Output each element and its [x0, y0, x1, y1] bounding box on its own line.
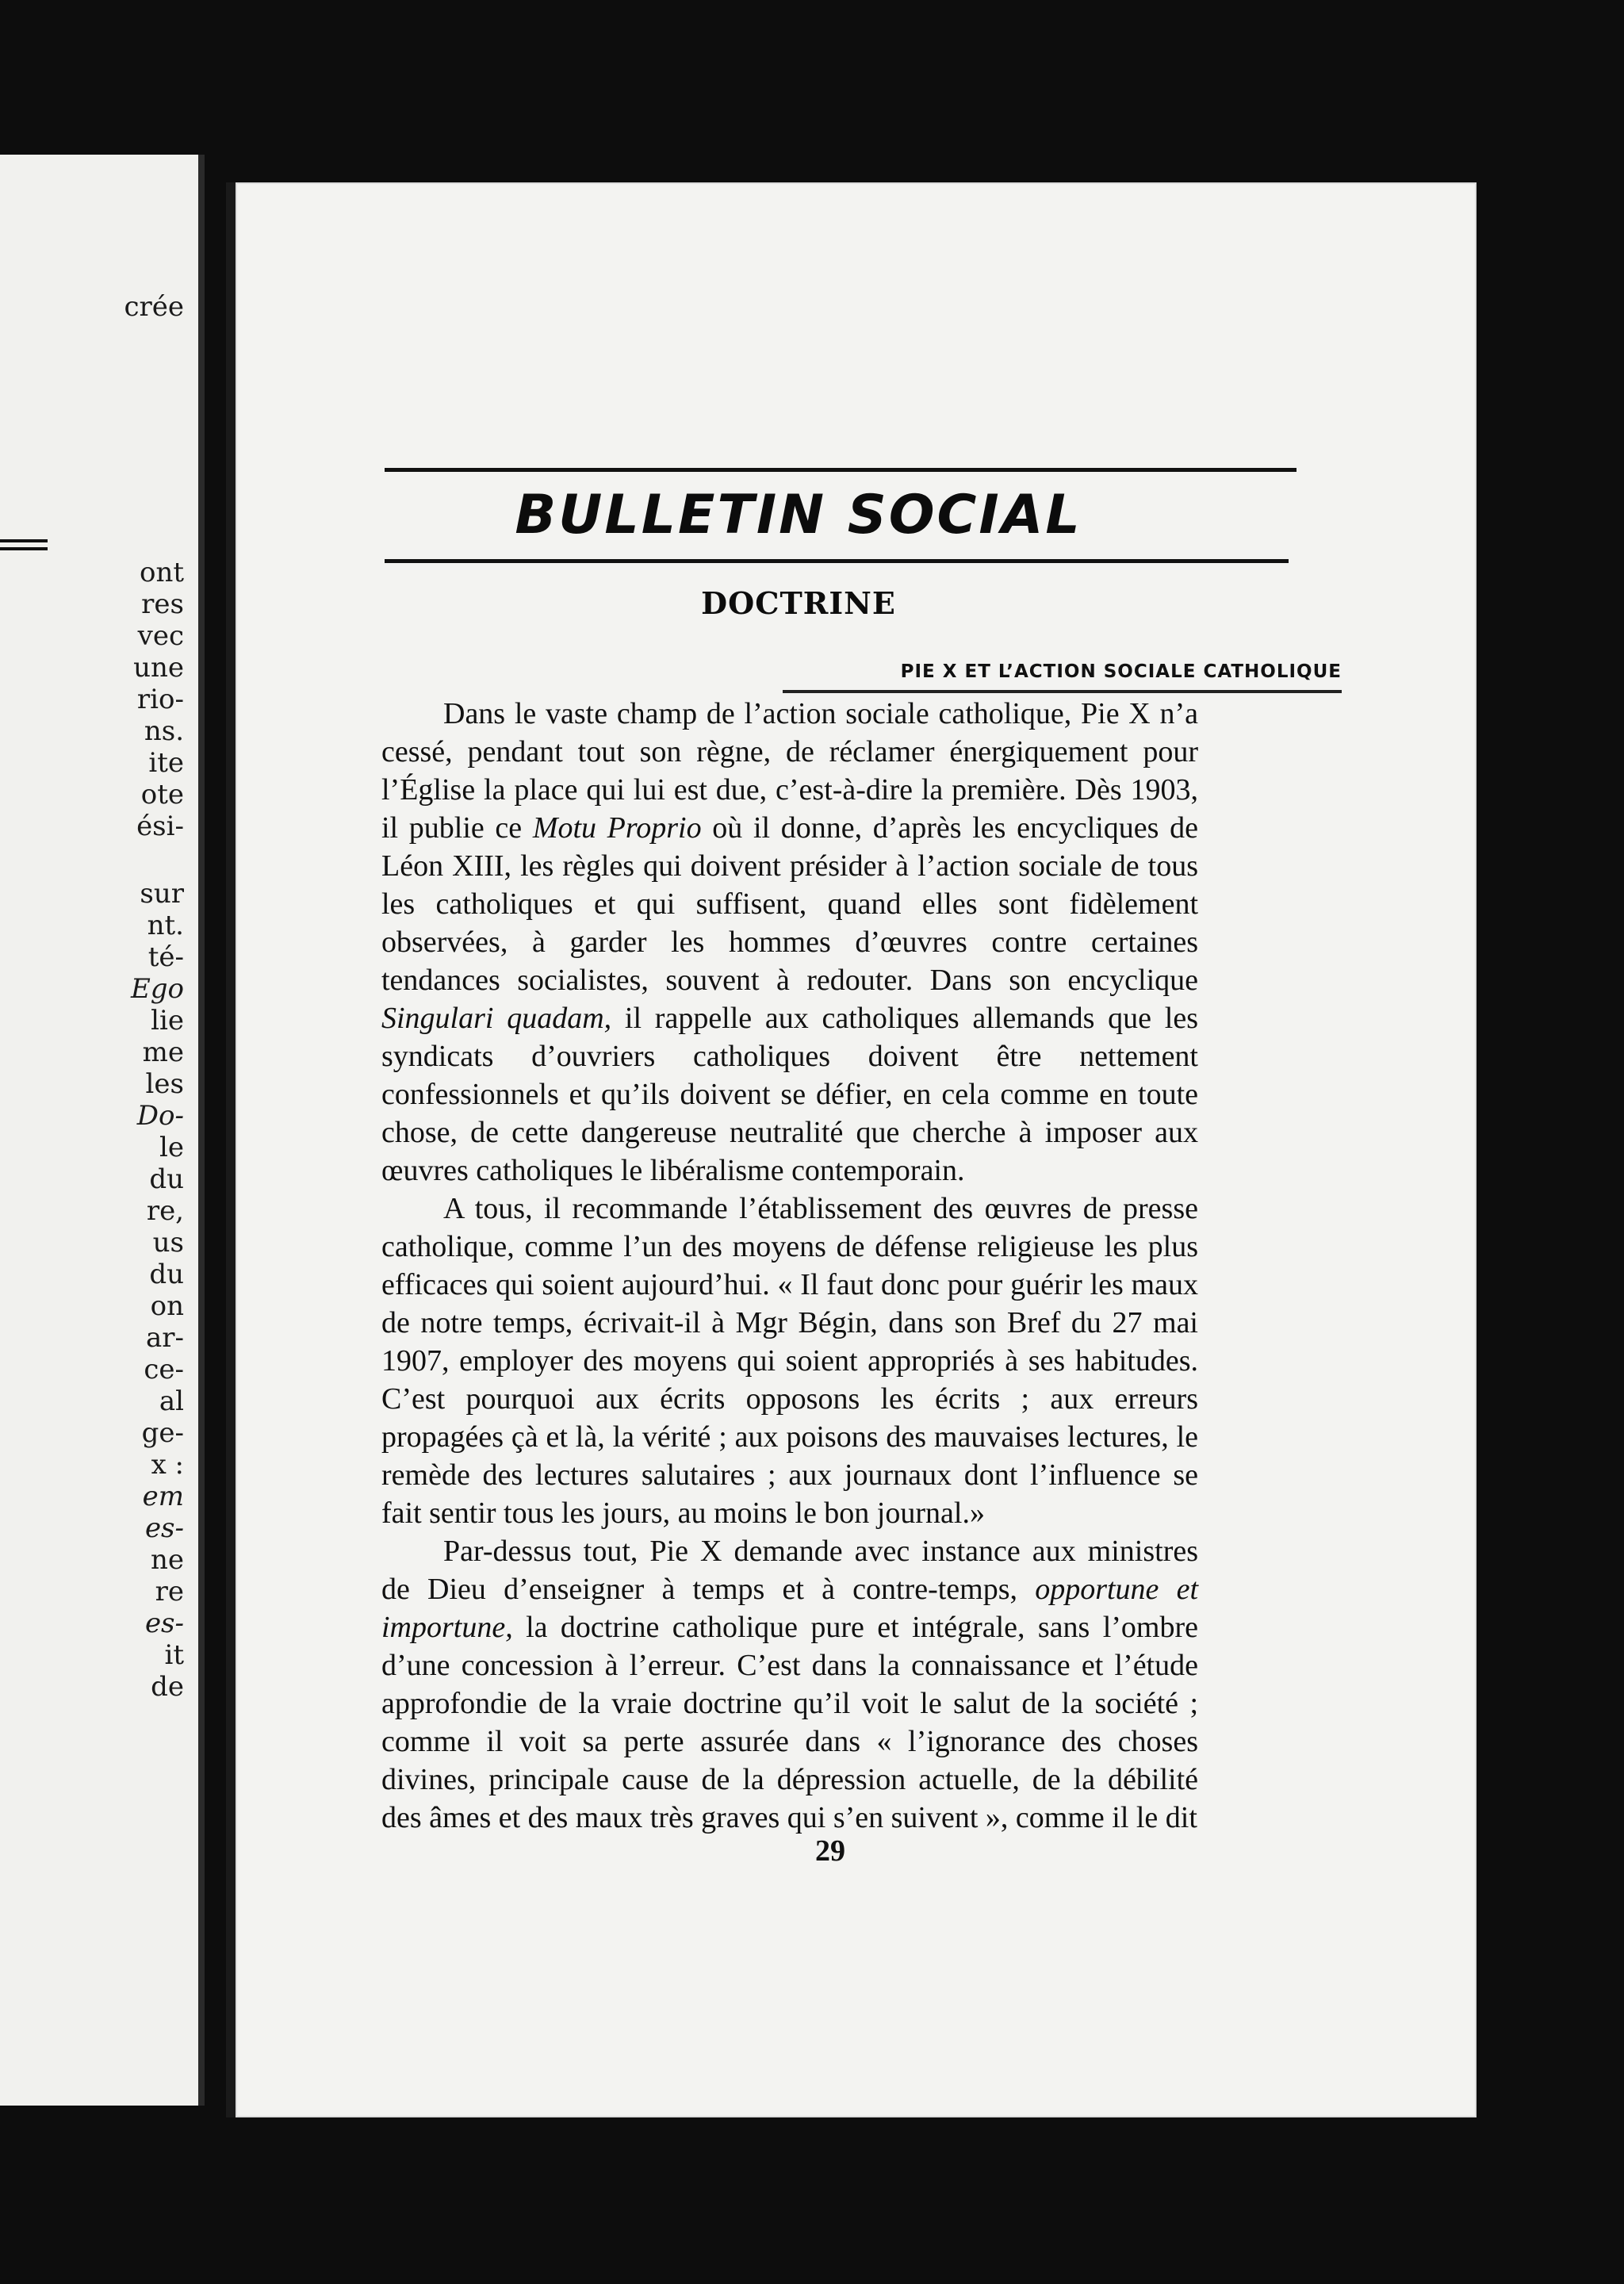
previous-page-fragment: une: [133, 652, 184, 684]
previous-page-fragment: les: [145, 1068, 184, 1100]
previous-page-fragment: es-: [144, 1608, 184, 1639]
page-number: 29: [815, 1834, 845, 1868]
previous-page-fragment: crée: [124, 291, 184, 323]
paragraph: A tous, il recommande l’établissement des œuvres de presse catholique, comme l’un des moyens de défense religieuse les plus efficaces qui soient aujourd’hui. « Il faut donc pour guérir les maux de notre temps, écrivait-il à Mgr Bégin, dans son Bref du 27 mai 1907, employer des moyens qui soient appropriés à ses habitudes. C’est pourquoi aux écrits opposons les écrits ; aux erreurs propagées çà et là, la vérité ; aux poisons des mauvaises lectures, le remède des lectures salutaires ; aux journaux dont l’influence se fait sentir tous les jours, au moins le bon journal.»: [381, 1192, 1198, 1530]
subtitle-underline: [783, 690, 1342, 693]
section-title: DOCTRINE: [701, 585, 896, 621]
previous-page-fragment: ce-: [144, 1354, 184, 1385]
previous-page-fragment: us: [152, 1227, 184, 1259]
previous-page-fragment: sur: [140, 878, 184, 910]
previous-page-fragment: ési-: [136, 811, 184, 842]
previous-page-fragment: x :: [151, 1449, 184, 1481]
previous-page-fragment: em: [142, 1481, 184, 1512]
article-body: [381, 695, 1198, 1837]
current-page: [226, 182, 1477, 2117]
previous-page-fragment: re,: [146, 1195, 184, 1227]
previous-page-fragment: du: [149, 1163, 184, 1195]
paragraph: Par-dessus tout, Pie X demande avec instance aux ministres de Dieu d’enseigner à temps et à contre-temps, opportune et importune, la doctrine catholique pure et intégrale, sans l’ombre d’une concession à l’erreur. C’est dans la connaissance et l’étude approfondie de la vraie doctrine qu’il voit le salut de la société ; comme il voit sa perte assurée dans « l’ignorance des choses divines, principale cause de la dépression actuelle, de la débilité des âmes et des maux très graves qui s’en suivent », comme il le dit: [381, 1535, 1198, 1834]
paragraph: Dans le vaste champ de l’action sociale catholique, Pie X n’a cessé, pendant tout son règne, de réclamer énergiquement pour l’Église la place qui lui est due, c’est-à-dire la première. Dès 1903, il publie ce Motu Proprio où il donne, d’après les encycliques de Léon XIII, les règles qui doivent présider à l’action sociale de tous les catholiques et qui suffisent, quand elles sont fidèlement observées, à garder les hommes d’œuvres contre certaines tendances socialistes, souvent à redouter. Dans son encyclique Singulari quadam, il rappelle aux catholiques allemands que les syndicats d’ouvriers catholiques doivent être nettement confessionnels et qu’ils doivent se défier, en cela comme en toute chose, de cette dangereuse neutralité que cherche à imposer aux œuvres catholiques le libéralisme contemporain.: [381, 697, 1199, 1187]
top-rule: [385, 468, 1297, 472]
previous-page-fragment: vec: [137, 620, 184, 652]
previous-page-fragment: al: [159, 1385, 184, 1417]
previous-page-fragment: lie: [151, 1005, 184, 1037]
previous-page-fragment: le: [159, 1132, 184, 1163]
previous-page-fragment: de: [151, 1671, 184, 1703]
article-subtitle: PIE X ET L’ACTION SOCIALE CATHOLIQUE: [900, 661, 1342, 682]
previous-page-fragment: rio-: [136, 684, 184, 715]
previous-page-fragment: on: [150, 1290, 184, 1322]
italic-term: Singulari quadam,: [381, 1002, 612, 1035]
previous-page-fragment: ne: [150, 1544, 184, 1576]
previous-page-fragment: ite: [148, 747, 184, 779]
italic-term: Motu Proprio: [532, 811, 702, 845]
previous-page-fragment: Do-: [136, 1100, 184, 1132]
previous-page-fragment: it: [164, 1639, 184, 1671]
previous-page-rule: [0, 539, 48, 542]
previous-page: [0, 155, 205, 2106]
previous-page-fragment: ote: [140, 779, 184, 811]
previous-page-fragment: ont: [139, 557, 184, 588]
previous-page-fragment: nt.: [147, 910, 184, 941]
previous-page-rule: [0, 547, 48, 550]
previous-page-fragment: es-: [144, 1512, 184, 1544]
previous-page-fragment: du: [149, 1259, 184, 1290]
previous-page-fragment: ar-: [145, 1322, 184, 1354]
previous-page-fragment: Ego: [130, 973, 184, 1005]
previous-page-fragment: ns.: [144, 715, 184, 747]
previous-page-fragment: re: [155, 1576, 184, 1608]
italic-term: opportune et importune,: [381, 1573, 1198, 1644]
previous-page-fragment: ge-: [141, 1417, 184, 1449]
bottom-rule: [385, 559, 1289, 563]
previous-page-fragment: té-: [147, 941, 184, 973]
bulletin-title: BULLETIN SOCIAL: [515, 484, 1082, 546]
previous-page-fragment: me: [142, 1037, 184, 1068]
previous-page-fragment: res: [141, 588, 184, 620]
